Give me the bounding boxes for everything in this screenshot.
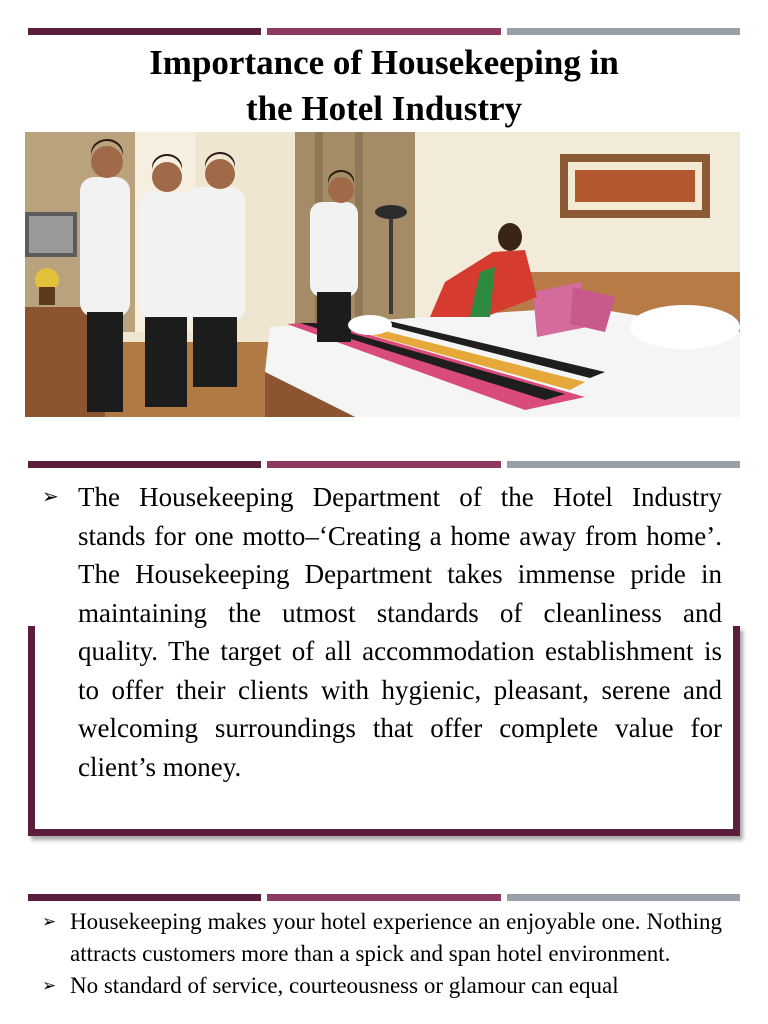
bullet-arrow-icon: ➢ [42,486,59,508]
bullet-list [42,906,722,1002]
title-line-2: the Hotel Industry [245,89,523,128]
list-item [42,970,722,1002]
bullet-arrow-icon: ➢ [42,912,57,931]
intro-paragraph [42,478,722,786]
hotel-room-illustration [25,132,740,417]
list-item-text: No standard of service, courteousness or glamour can equal [70,973,619,998]
hotel-room-photo [25,132,740,417]
intro-paragraph-text: The Housekeeping Department of the Hotel Industry stands for one motto–‘Creating a home away from home’. The Housekeeping Department takes immense pride in maintaining the utmost standards of cleanliness and quality. The target of all accommodation establishment is to offer their clients with hygienic, pleasant, serene and welcoming surroundings that offer complete value for client’s money. [78,482,722,782]
lower-divider-bar [28,894,740,901]
bullet-arrow-icon: ➢ [42,976,57,995]
list-item-text: Housekeeping makes your hotel experience an enjoyable one. Nothing attracts customers more than a spick and span hotel environment. [70,909,722,966]
top-divider-bar [28,28,740,35]
page-title [0,40,768,132]
middle-divider-bar [28,461,740,468]
list-item [42,906,722,970]
title-line-1: Importance of Housekeeping in [149,43,619,82]
